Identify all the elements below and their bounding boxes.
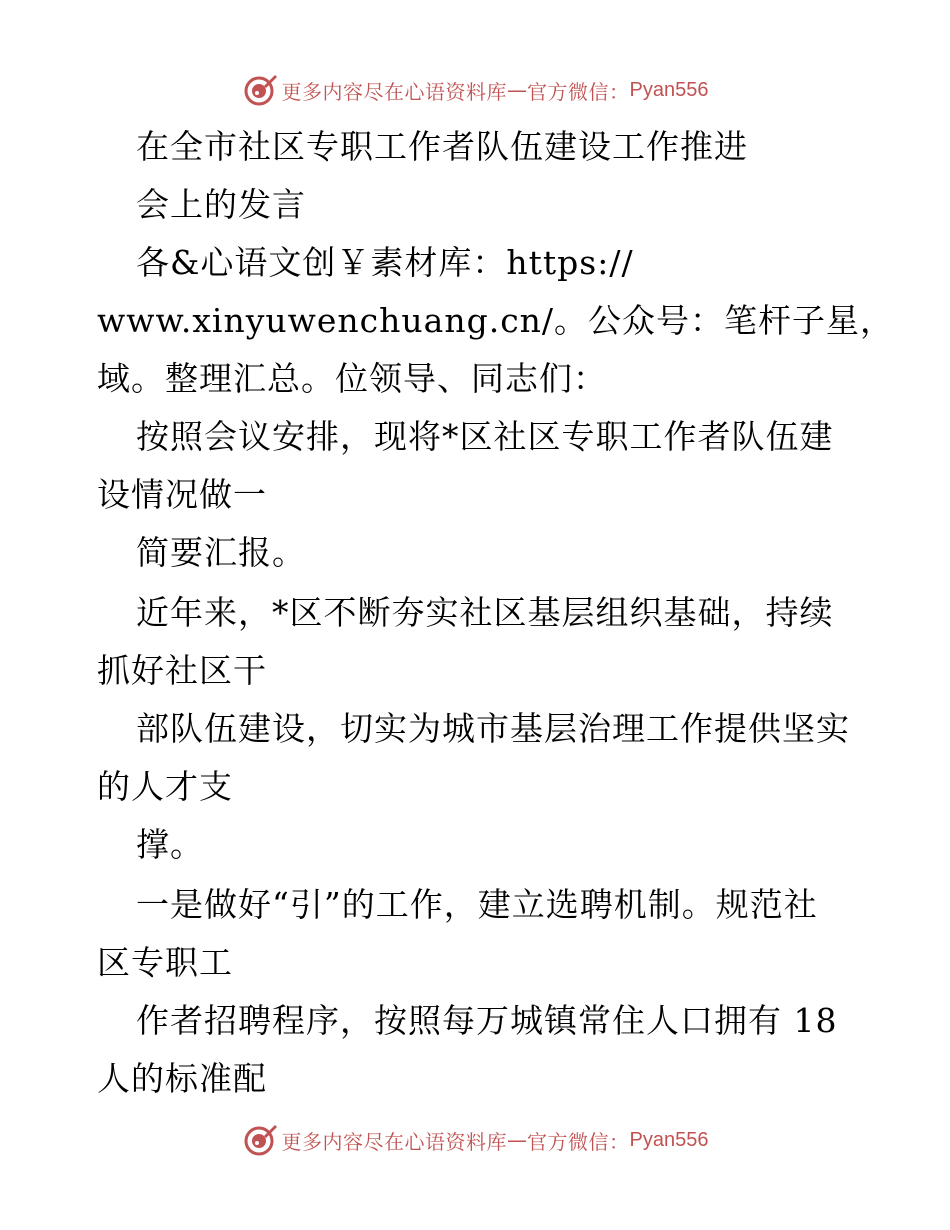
wechat-label: 官方微信：	[527, 1129, 630, 1154]
body-line: 的人才支	[97, 767, 233, 806]
body-line: 区专职工	[97, 943, 233, 982]
body-line: 设情况做一	[97, 475, 267, 514]
body-line: 各&心语文创￥素材库：https://	[136, 243, 634, 282]
banner-separator: —	[507, 78, 528, 102]
body-line: 抓好社区干	[97, 651, 267, 690]
body-line: 简要汇报。	[136, 533, 306, 572]
body-line: www.xinyuwenchuang.cn/。公众号：笔杆子星，	[97, 301, 895, 340]
header-banner	[0, 70, 950, 110]
body-line: 作者招聘程序，按照每万城镇常住人口拥有 18	[136, 1001, 838, 1040]
body-line: 部队伍建设，切实为城市基层治理工作提供坚实	[136, 709, 850, 748]
body-line: 近年来，*区不断夯实社区基层组织基础，持续	[136, 593, 834, 632]
footer-banner	[0, 1120, 950, 1160]
banner-separator: —	[507, 1128, 528, 1152]
pen-circle-logo-icon	[242, 72, 278, 108]
body-line: 人的标准配	[97, 1059, 267, 1098]
banner-text: 更多内容尽在心语资料库	[281, 1129, 508, 1154]
title-line-1: 在全市社区专职工作者队伍建设工作推进	[136, 127, 748, 166]
body-line: 按照会议安排，现将*区社区专职工作者队伍建	[136, 417, 834, 456]
pen-circle-logo-icon	[242, 1122, 278, 1158]
body-line: 域。整理汇总。位领导、同志们：	[97, 359, 607, 398]
title-line-2: 会上的发言	[136, 185, 306, 224]
wechat-id: Pyan556	[629, 1128, 709, 1151]
wechat-id: Pyan556	[629, 78, 709, 101]
banner-text: 更多内容尽在心语资料库	[281, 79, 508, 104]
body-line: 一是做好“引”的工作，建立选聘机制。规范社	[136, 885, 818, 924]
body-line: 撑。	[136, 825, 204, 864]
wechat-label: 官方微信：	[527, 79, 630, 104]
